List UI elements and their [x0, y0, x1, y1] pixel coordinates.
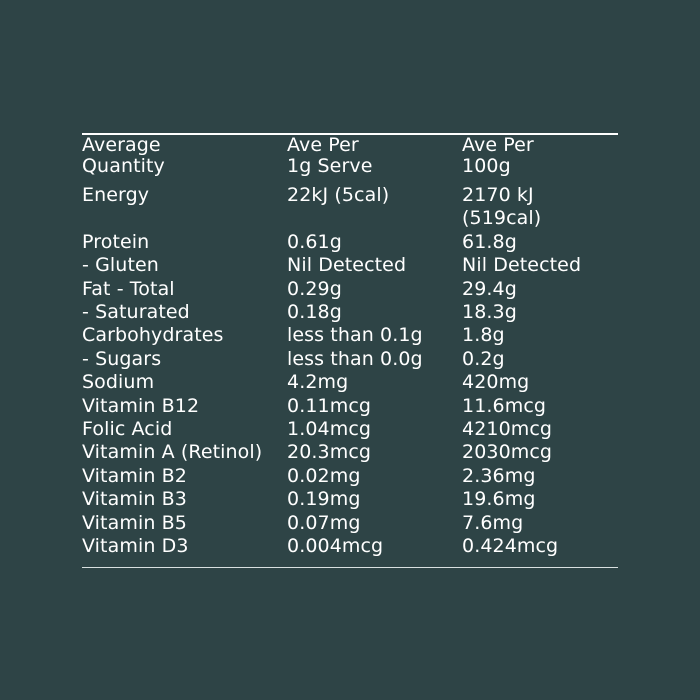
nutrient-name: Folic Acid [82, 418, 173, 441]
table-header-row [82, 135, 618, 177]
value-per-serve: 0.11mcg [287, 394, 372, 417]
nutrient-name: Vitamin A (Retinol) [82, 441, 263, 464]
value-per-serve: 0.29g [287, 277, 342, 300]
value-per-serve: 4.2mg [287, 371, 349, 394]
table-row [82, 348, 618, 371]
table-row [82, 371, 618, 394]
column-header-per-serve [287, 135, 462, 177]
value-per-serve: 0.07mg [287, 511, 361, 534]
nutrient-name: Protein [82, 230, 150, 253]
column-header-per-100g-line2: 100g [462, 155, 511, 177]
column-header-per-serve-line2: 1g Serve [287, 155, 373, 177]
column-header-per-100g [462, 135, 618, 177]
table-row [82, 278, 618, 301]
table-row [82, 231, 618, 254]
value-per-serve: 20.3mcg [287, 441, 372, 464]
column-header-per-serve-line1: Ave Per [287, 134, 359, 156]
table-row [82, 177, 618, 231]
nutrient-name: - Gluten [82, 254, 159, 277]
column-header-nutrient-line1: Average [82, 134, 161, 156]
value-per-100g: 11.6mcg [462, 394, 547, 417]
value-per-serve: 0.02mg [287, 464, 361, 487]
nutrient-name: - Sugars [82, 347, 162, 370]
column-header-per-100g-line1: Ave Per [462, 134, 534, 156]
nutrient-name: Vitamin B12 [82, 394, 200, 417]
table-row [82, 395, 618, 418]
nutrient-name: Vitamin B5 [82, 511, 187, 534]
nutrition-panel [82, 133, 618, 568]
nutrient-name: Sodium [82, 371, 155, 394]
table-bottom-rule [82, 567, 618, 568]
value-per-100g: 2030mcg [462, 441, 553, 464]
table-row [82, 301, 618, 324]
value-per-serve: less than 0.1g [287, 324, 423, 347]
value-per-100g: 0.424mcg [462, 535, 559, 558]
value-per-100g: 2170 kJ (519cal) [462, 184, 542, 230]
nutrient-name: Energy [82, 184, 150, 206]
value-per-serve: 0.19mg [287, 488, 361, 511]
value-per-100g: 0.2g [462, 347, 505, 370]
value-per-serve: 0.004mcg [287, 535, 384, 558]
nutrient-name: Vitamin B3 [82, 488, 187, 511]
value-per-serve: 0.61g [287, 230, 342, 253]
value-per-100g: 1.8g [462, 324, 505, 347]
table-row [82, 535, 618, 566]
nutrient-name: Carbohydrates [82, 324, 224, 347]
nutrient-name: Fat - Total [82, 277, 175, 300]
table-body [82, 177, 618, 567]
nutrition-information-table [82, 135, 618, 567]
value-per-100g: 29.4g [462, 277, 517, 300]
table-header [82, 135, 618, 177]
column-header-nutrient [82, 135, 287, 177]
value-per-100g: Nil Detected [462, 254, 582, 277]
value-per-100g: 61.8g [462, 230, 517, 253]
value-per-100g: 18.3g [462, 301, 517, 324]
table-row [82, 441, 618, 464]
table-row [82, 512, 618, 535]
value-per-serve: 22kJ (5cal) [287, 184, 390, 206]
value-per-serve: Nil Detected [287, 254, 407, 277]
value-per-100g: 4210mcg [462, 418, 553, 441]
value-per-serve: 0.18g [287, 301, 342, 324]
table-row [82, 254, 618, 277]
table-row [82, 488, 618, 511]
column-header-nutrient-line2: Quantity [82, 155, 165, 177]
table-row [82, 324, 618, 347]
nutrient-name: - Saturated [82, 301, 190, 324]
value-per-100g: 19.6mg [462, 488, 536, 511]
nutrient-name: Vitamin B2 [82, 464, 187, 487]
value-per-serve: less than 0.0g [287, 347, 423, 370]
value-per-100g: 7.6mg [462, 511, 524, 534]
value-per-100g: 2.36mg [462, 464, 536, 487]
table-row [82, 465, 618, 488]
value-per-serve: 1.04mcg [287, 418, 372, 441]
nutrient-name: Vitamin D3 [82, 535, 189, 558]
table-row [82, 418, 618, 441]
value-per-100g: 420mg [462, 371, 530, 394]
